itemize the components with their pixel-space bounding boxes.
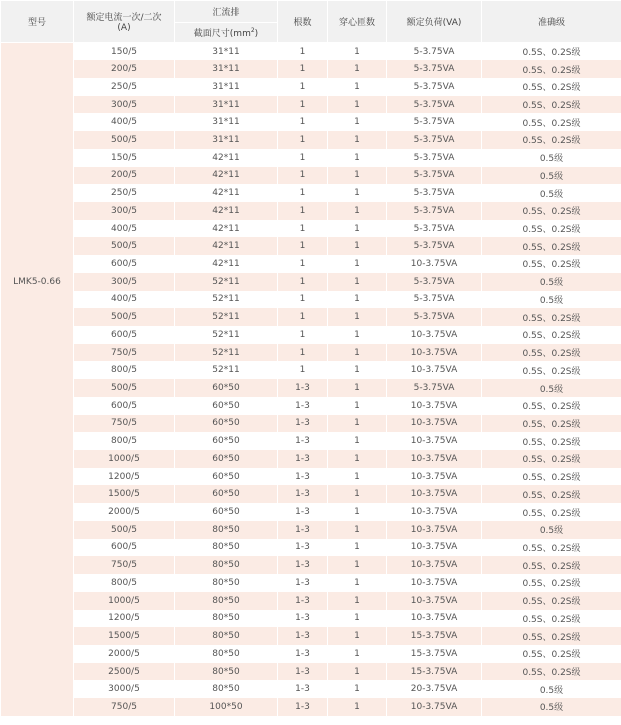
cell-turns: 1 — [328, 432, 387, 450]
cell-count: 1 — [278, 255, 328, 273]
cell-section: 31*11 — [175, 131, 278, 149]
cell-accuracy: 0.5S、0.2S级 — [482, 397, 621, 415]
cell-current: 1500/5 — [74, 627, 175, 645]
model-cell-empty — [1, 627, 74, 645]
cell-turns: 1 — [328, 397, 387, 415]
cell-current: 750/5 — [74, 698, 175, 716]
cell-accuracy: 0.5S、0.2S级 — [482, 237, 621, 255]
cell-count: 1-3 — [278, 468, 328, 486]
cell-turns: 1 — [328, 96, 387, 114]
cell-turns: 1 — [328, 627, 387, 645]
cell-current: 800/5 — [74, 574, 175, 592]
cell-load: 10-3.75VA — [387, 539, 482, 557]
cell-count: 1 — [278, 113, 328, 131]
model-cell-empty — [1, 539, 74, 557]
cell-current: 1000/5 — [74, 592, 175, 610]
cell-accuracy: 0.5S、0.2S级 — [482, 574, 621, 592]
table-row — [1, 574, 621, 592]
cell-count: 1-3 — [278, 610, 328, 628]
cell-current: 500/5 — [74, 308, 175, 326]
cell-accuracy: 0.5S、0.2S级 — [482, 220, 621, 238]
cell-section: 52*11 — [175, 361, 278, 379]
cell-load: 5-3.75VA — [387, 237, 482, 255]
cell-accuracy: 0.5S、0.2S级 — [482, 645, 621, 663]
model-cell-empty — [1, 592, 74, 610]
cell-turns: 1 — [328, 521, 387, 539]
cell-count: 1-3 — [278, 503, 328, 521]
table-row — [1, 167, 621, 185]
cell-load: 5-3.75VA — [387, 291, 482, 309]
cell-turns: 1 — [328, 344, 387, 362]
cell-accuracy: 0.5S、0.2S级 — [482, 485, 621, 503]
cell-accuracy: 0.5S、0.2S级 — [482, 78, 621, 96]
cell-turns: 1 — [328, 167, 387, 185]
cell-current: 200/5 — [74, 60, 175, 78]
cell-current: 750/5 — [74, 344, 175, 362]
cell-count: 1 — [278, 167, 328, 185]
model-cell-empty — [1, 663, 74, 681]
cell-turns: 1 — [328, 308, 387, 326]
cell-count: 1-3 — [278, 397, 328, 415]
cell-count: 1-3 — [278, 432, 328, 450]
cell-turns: 1 — [328, 485, 387, 503]
cell-count: 1-3 — [278, 645, 328, 663]
cell-count: 1 — [278, 184, 328, 202]
cell-turns: 1 — [328, 680, 387, 698]
cell-count: 1-3 — [278, 485, 328, 503]
table-row — [1, 415, 621, 433]
cell-section: 52*11 — [175, 273, 278, 291]
cell-current: 750/5 — [74, 556, 175, 574]
model-cell-empty — [1, 680, 74, 698]
cell-turns: 1 — [328, 379, 387, 397]
cell-accuracy: 0.5S、0.2S级 — [482, 202, 621, 220]
cell-current: 300/5 — [74, 96, 175, 114]
cell-section: 52*11 — [175, 291, 278, 309]
table-header — [1, 1, 621, 43]
cell-section: 42*11 — [175, 202, 278, 220]
table-row — [1, 255, 621, 273]
cell-turns: 1 — [328, 113, 387, 131]
cell-section: 42*11 — [175, 255, 278, 273]
cell-section: 31*11 — [175, 113, 278, 131]
cell-turns: 1 — [328, 539, 387, 557]
cell-section: 80*50 — [175, 627, 278, 645]
cell-count: 1 — [278, 344, 328, 362]
cell-count: 1-3 — [278, 680, 328, 698]
cell-current: 3000/5 — [74, 680, 175, 698]
cell-load: 5-3.75VA — [387, 113, 482, 131]
table-row — [1, 450, 621, 468]
cell-accuracy: 0.5S、0.2S级 — [482, 326, 621, 344]
cell-current: 500/5 — [74, 131, 175, 149]
cell-count: 1-3 — [278, 379, 328, 397]
cell-current: 300/5 — [74, 273, 175, 291]
cell-count: 1-3 — [278, 698, 328, 716]
cell-count: 1-3 — [278, 415, 328, 433]
cell-accuracy: 0.5S、0.2S级 — [482, 627, 621, 645]
cell-accuracy: 0.5级 — [482, 149, 621, 167]
cell-load: 5-3.75VA — [387, 43, 482, 61]
table-row — [1, 521, 621, 539]
table-row — [1, 680, 621, 698]
cell-section: 52*11 — [175, 326, 278, 344]
cell-current: 250/5 — [74, 184, 175, 202]
cell-section: 80*50 — [175, 556, 278, 574]
cell-turns: 1 — [328, 574, 387, 592]
cell-load: 20-3.75VA — [387, 680, 482, 698]
cell-section: 60*50 — [175, 397, 278, 415]
cell-count: 1 — [278, 78, 328, 96]
cell-accuracy: 0.5级 — [482, 184, 621, 202]
table-row — [1, 273, 621, 291]
cell-load: 10-3.75VA — [387, 468, 482, 486]
cell-accuracy: 0.5S、0.2S级 — [482, 663, 621, 681]
cell-current: 400/5 — [74, 113, 175, 131]
table-row — [1, 627, 621, 645]
cell-load: 15-3.75VA — [387, 627, 482, 645]
cell-turns: 1 — [328, 78, 387, 96]
table-row — [1, 131, 621, 149]
cell-count: 1-3 — [278, 450, 328, 468]
cell-count: 1 — [278, 60, 328, 78]
cell-section: 80*50 — [175, 592, 278, 610]
cell-section: 60*50 — [175, 468, 278, 486]
cell-count: 1 — [278, 291, 328, 309]
cell-load: 15-3.75VA — [387, 645, 482, 663]
cell-section: 60*50 — [175, 415, 278, 433]
header-section-prefix: 截面尺寸(mm — [193, 29, 251, 39]
cell-load: 5-3.75VA — [387, 167, 482, 185]
cell-turns: 1 — [328, 610, 387, 628]
cell-current: 1200/5 — [74, 468, 175, 486]
cell-load: 5-3.75VA — [387, 96, 482, 114]
cell-turns: 1 — [328, 645, 387, 663]
cell-accuracy: 0.5S、0.2S级 — [482, 468, 621, 486]
table-row — [1, 379, 621, 397]
cell-accuracy: 0.5级 — [482, 379, 621, 397]
cell-current: 300/5 — [74, 202, 175, 220]
table-row — [1, 539, 621, 557]
cell-load: 10-3.75VA — [387, 397, 482, 415]
cell-accuracy: 0.5级 — [482, 680, 621, 698]
cell-turns: 1 — [328, 184, 387, 202]
cell-section: 80*50 — [175, 539, 278, 557]
table-row — [1, 610, 621, 628]
cell-load: 5-3.75VA — [387, 308, 482, 326]
cell-current: 2000/5 — [74, 503, 175, 521]
table-row — [1, 556, 621, 574]
cell-accuracy: 0.5S、0.2S级 — [482, 131, 621, 149]
cell-count: 1 — [278, 220, 328, 238]
table-row — [1, 96, 621, 114]
cell-load: 5-3.75VA — [387, 220, 482, 238]
cell-count: 1-3 — [278, 556, 328, 574]
cell-turns: 1 — [328, 361, 387, 379]
cell-accuracy: 0.5S、0.2S级 — [482, 592, 621, 610]
cell-accuracy: 0.5S、0.2S级 — [482, 503, 621, 521]
table-row — [1, 645, 621, 663]
cell-count: 1 — [278, 96, 328, 114]
cell-current: 1500/5 — [74, 485, 175, 503]
cell-count: 1-3 — [278, 574, 328, 592]
cell-load: 10-3.75VA — [387, 574, 482, 592]
cell-section: 80*50 — [175, 680, 278, 698]
cell-current: 500/5 — [74, 521, 175, 539]
cell-section: 60*50 — [175, 432, 278, 450]
cell-section: 42*11 — [175, 237, 278, 255]
cell-accuracy: 0.5S、0.2S级 — [482, 255, 621, 273]
model-cell-empty — [1, 645, 74, 663]
cell-current: 2500/5 — [74, 663, 175, 681]
header-section-suffix: ) — [254, 29, 259, 39]
cell-turns: 1 — [328, 273, 387, 291]
model-cell-empty — [1, 610, 74, 628]
header-section — [175, 23, 278, 43]
cell-section: 60*50 — [175, 485, 278, 503]
cell-accuracy: 0.5级 — [482, 291, 621, 309]
cell-count: 1 — [278, 308, 328, 326]
cell-turns: 1 — [328, 60, 387, 78]
cell-current: 600/5 — [74, 539, 175, 557]
cell-load: 5-3.75VA — [387, 60, 482, 78]
cell-section: 80*50 — [175, 663, 278, 681]
cell-load: 10-3.75VA — [387, 344, 482, 362]
model-cell: LMK5-0.66 — [1, 43, 74, 521]
header-current-line2: (A) — [117, 23, 131, 33]
header-current-line1: 额定电流一次/二次 — [86, 13, 162, 23]
table-row — [1, 361, 621, 379]
cell-load: 10-3.75VA — [387, 592, 482, 610]
table-row — [1, 503, 621, 521]
cell-accuracy: 0.5级 — [482, 698, 621, 716]
cell-turns: 1 — [328, 450, 387, 468]
table-row — [1, 220, 621, 238]
cell-load: 10-3.75VA — [387, 326, 482, 344]
model-cell-empty — [1, 521, 74, 539]
table-row — [1, 237, 621, 255]
cell-turns: 1 — [328, 237, 387, 255]
table-row — [1, 149, 621, 167]
cell-accuracy: 0.5S、0.2S级 — [482, 450, 621, 468]
header-load: 额定负荷(VA) — [387, 1, 482, 43]
cell-section: 31*11 — [175, 96, 278, 114]
cell-load: 10-3.75VA — [387, 556, 482, 574]
cell-count: 1 — [278, 361, 328, 379]
cell-section: 80*50 — [175, 521, 278, 539]
cell-current: 150/5 — [74, 149, 175, 167]
cell-turns: 1 — [328, 131, 387, 149]
cell-count: 1-3 — [278, 539, 328, 557]
cell-count: 1-3 — [278, 592, 328, 610]
cell-turns: 1 — [328, 663, 387, 681]
table-row — [1, 202, 621, 220]
cell-load: 10-3.75VA — [387, 610, 482, 628]
cell-section: 80*50 — [175, 610, 278, 628]
cell-section: 42*11 — [175, 184, 278, 202]
header-busbar: 汇流排 — [175, 1, 278, 23]
cell-count: 1 — [278, 237, 328, 255]
model-cell-empty — [1, 698, 74, 716]
cell-accuracy: 0.5级 — [482, 167, 621, 185]
cell-load: 5-3.75VA — [387, 131, 482, 149]
cell-load: 10-3.75VA — [387, 485, 482, 503]
cell-section: 31*11 — [175, 78, 278, 96]
cell-section: 60*50 — [175, 379, 278, 397]
table-row — [1, 326, 621, 344]
cell-section: 52*11 — [175, 344, 278, 362]
cell-current: 600/5 — [74, 397, 175, 415]
cell-load: 15-3.75VA — [387, 663, 482, 681]
table-row — [1, 43, 621, 61]
cell-section: 80*50 — [175, 645, 278, 663]
table-row — [1, 485, 621, 503]
cell-current: 500/5 — [74, 237, 175, 255]
cell-section: 60*50 — [175, 503, 278, 521]
cell-current: 2000/5 — [74, 645, 175, 663]
cell-turns: 1 — [328, 592, 387, 610]
table-row — [1, 432, 621, 450]
cell-count: 1 — [278, 202, 328, 220]
cell-load: 10-3.75VA — [387, 450, 482, 468]
cell-load: 5-3.75VA — [387, 273, 482, 291]
cell-load: 10-3.75VA — [387, 432, 482, 450]
cell-turns: 1 — [328, 291, 387, 309]
cell-count: 1 — [278, 149, 328, 167]
cell-section: 31*11 — [175, 60, 278, 78]
table-row — [1, 468, 621, 486]
cell-section: 60*50 — [175, 450, 278, 468]
cell-accuracy: 0.5级 — [482, 521, 621, 539]
model-cell-empty — [1, 556, 74, 574]
model-cell-empty — [1, 574, 74, 592]
cell-turns: 1 — [328, 503, 387, 521]
cell-load: 5-3.75VA — [387, 202, 482, 220]
header-section-sup: 2 — [250, 27, 255, 34]
header-turns: 穿心匝数 — [328, 1, 387, 43]
cell-current: 1000/5 — [74, 450, 175, 468]
cell-accuracy: 0.5S、0.2S级 — [482, 432, 621, 450]
cell-accuracy: 0.5S、0.2S级 — [482, 361, 621, 379]
cell-turns: 1 — [328, 43, 387, 61]
cell-turns: 1 — [328, 202, 387, 220]
cell-turns: 1 — [328, 698, 387, 716]
cell-accuracy: 0.5级 — [482, 273, 621, 291]
cell-section: 42*11 — [175, 220, 278, 238]
cell-accuracy: 0.5S、0.2S级 — [482, 60, 621, 78]
cell-section: 52*11 — [175, 308, 278, 326]
table-row — [1, 184, 621, 202]
cell-turns: 1 — [328, 255, 387, 273]
cell-load: 10-3.75VA — [387, 415, 482, 433]
table-row — [1, 698, 621, 716]
header-current — [74, 1, 175, 43]
cell-current: 800/5 — [74, 361, 175, 379]
cell-turns: 1 — [328, 326, 387, 344]
cell-count: 1 — [278, 326, 328, 344]
table-row — [1, 663, 621, 681]
cell-turns: 1 — [328, 556, 387, 574]
table-row — [1, 592, 621, 610]
table-row — [1, 344, 621, 362]
cell-count: 1 — [278, 131, 328, 149]
cell-load: 5-3.75VA — [387, 184, 482, 202]
cell-section: 100*50 — [175, 698, 278, 716]
cell-load: 10-3.75VA — [387, 698, 482, 716]
cell-load: 5-3.75VA — [387, 149, 482, 167]
cell-count: 1 — [278, 273, 328, 291]
cell-count: 1-3 — [278, 627, 328, 645]
cell-current: 250/5 — [74, 78, 175, 96]
cell-turns: 1 — [328, 149, 387, 167]
cell-current: 400/5 — [74, 220, 175, 238]
cell-current: 800/5 — [74, 432, 175, 450]
header-model: 型号 — [1, 1, 74, 43]
cell-count: 1 — [278, 43, 328, 61]
cell-load: 10-3.75VA — [387, 361, 482, 379]
cell-turns: 1 — [328, 468, 387, 486]
table-row — [1, 113, 621, 131]
cell-load: 10-3.75VA — [387, 255, 482, 273]
cell-current: 600/5 — [74, 255, 175, 273]
cell-current: 1200/5 — [74, 610, 175, 628]
cell-accuracy: 0.5S、0.2S级 — [482, 556, 621, 574]
cell-section: 42*11 — [175, 149, 278, 167]
cell-section: 31*11 — [175, 43, 278, 61]
cell-section: 42*11 — [175, 167, 278, 185]
table-row — [1, 308, 621, 326]
cell-load: 5-3.75VA — [387, 379, 482, 397]
cell-turns: 1 — [328, 220, 387, 238]
cell-accuracy: 0.5S、0.2S级 — [482, 415, 621, 433]
header-accuracy: 准确级 — [482, 1, 621, 43]
cell-current: 400/5 — [74, 291, 175, 309]
cell-current: 200/5 — [74, 167, 175, 185]
cell-accuracy: 0.5S、0.2S级 — [482, 43, 621, 61]
cell-accuracy: 0.5S、0.2S级 — [482, 610, 621, 628]
cell-load: 10-3.75VA — [387, 503, 482, 521]
cell-load: 5-3.75VA — [387, 78, 482, 96]
cell-current: 150/5 — [74, 43, 175, 61]
cell-accuracy: 0.5S、0.2S级 — [482, 539, 621, 557]
cell-accuracy: 0.5S、0.2S级 — [482, 113, 621, 131]
cell-accuracy: 0.5S、0.2S级 — [482, 344, 621, 362]
table-row — [1, 78, 621, 96]
header-count: 根数 — [278, 1, 328, 43]
cell-turns: 1 — [328, 415, 387, 433]
table-row — [1, 397, 621, 415]
cell-accuracy: 0.5S、0.2S级 — [482, 96, 621, 114]
cell-count: 1-3 — [278, 521, 328, 539]
cell-current: 600/5 — [74, 326, 175, 344]
cell-count: 1-3 — [278, 663, 328, 681]
cell-current: 500/5 — [74, 379, 175, 397]
cell-accuracy: 0.5S、0.2S级 — [482, 308, 621, 326]
table-row — [1, 60, 621, 78]
cell-current: 750/5 — [74, 415, 175, 433]
table-row — [1, 291, 621, 309]
cell-section: 80*50 — [175, 574, 278, 592]
table-body — [1, 43, 621, 716]
cell-load: 10-3.75VA — [387, 521, 482, 539]
